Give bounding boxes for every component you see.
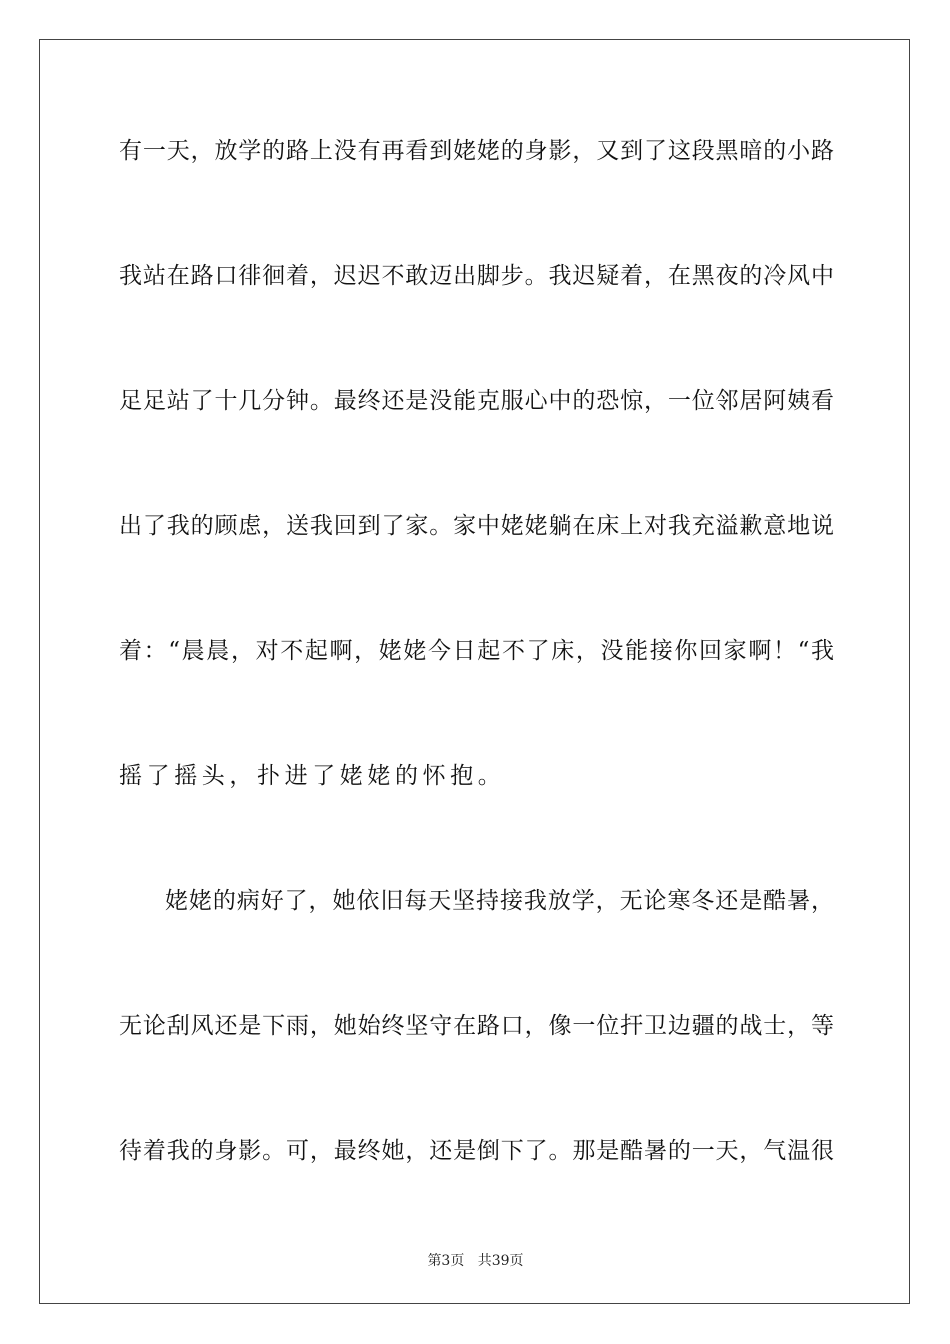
text-line: 着：“晨晨，对不起啊，姥姥今日起不了床，没能接你回家啊！“我	[119, 638, 834, 664]
text-line: 足足站了十几分钟。最终还是没能克服心中的恐惊，一位邻居阿姨看	[119, 388, 834, 414]
text-line: 有一天，放学的路上没有再看到姥姥的身影，又到了这段黑暗的小路	[119, 138, 834, 164]
text-line: 出了我的顾虑，送我回到了家。家中姥姥躺在床上对我充溢歉意地说	[119, 513, 834, 539]
page-footer	[40, 1250, 911, 1270]
page-frame	[39, 39, 910, 1304]
text-line: 我站在路口徘徊着，迟迟不敢迈出脚步。我迟疑着，在黑夜的冷风中	[119, 263, 834, 289]
text-line: 摇了摇头，扑进了姥姥的怀抱。	[119, 763, 506, 789]
page-number: 第3页	[427, 1253, 465, 1269]
text-line: 待着我的身影。可，最终她，还是倒下了。那是酷暑的一天，气温很	[119, 1138, 834, 1164]
text-line: 无论刮风还是下雨，她始终坚守在路口，像一位扞卫边疆的战士，等	[119, 1013, 834, 1039]
page-total: 共39页	[477, 1253, 524, 1269]
text-line: 姥姥的病好了，她依旧每天坚持接我放学，无论寒冬还是酷暑，	[165, 888, 834, 914]
